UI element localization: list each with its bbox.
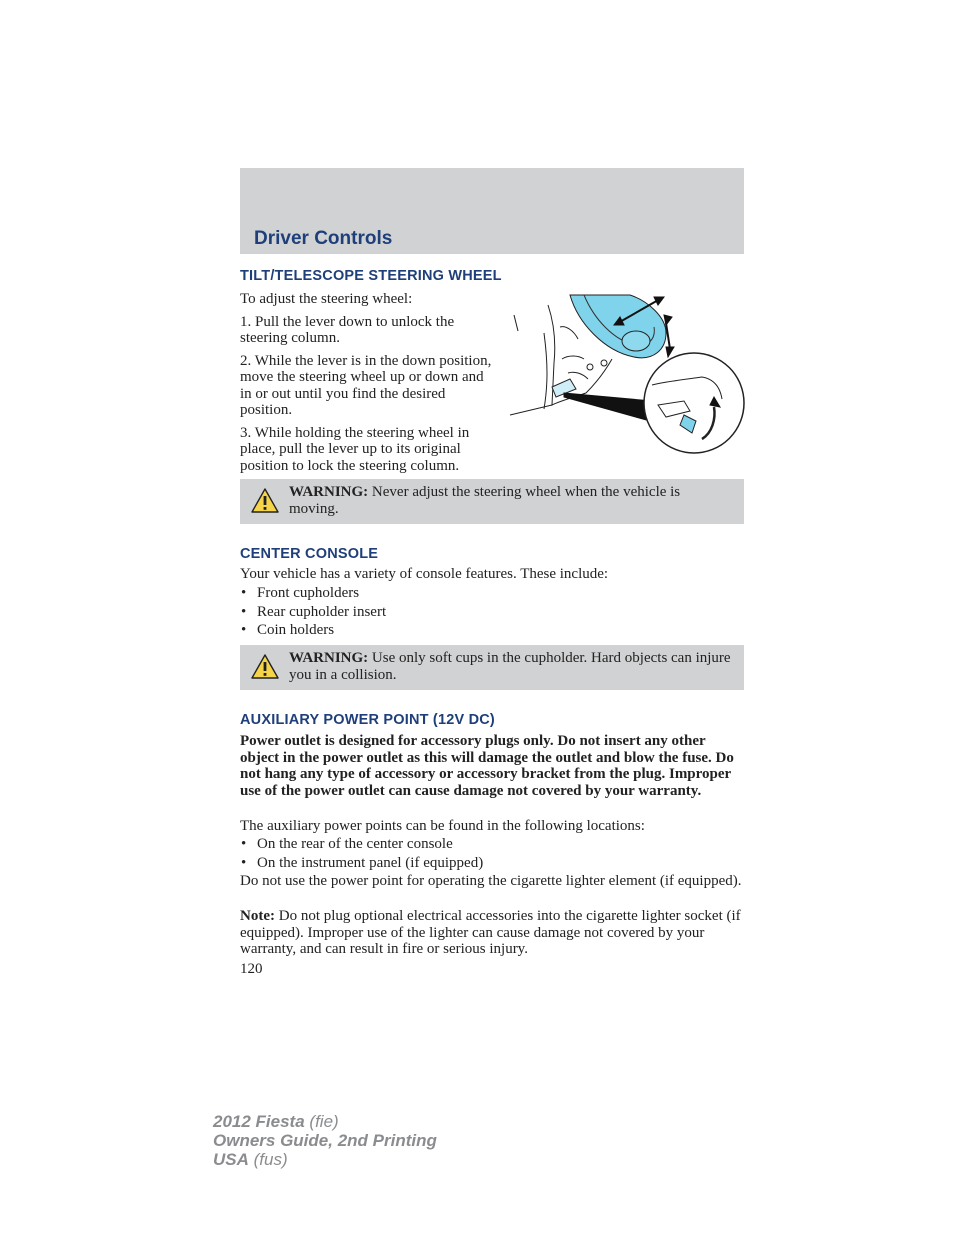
list-item: • Coin holders [241,622,335,638]
power-note [240,908,744,958]
steering-warning-box [240,479,744,524]
footer-line-1: 2012 Fiesta (fie) [213,1112,339,1131]
page-number-block [240,961,263,978]
power-lighter-paragraph: Do not use the power point for operating the cigarette lighter element (if equipped). [240,873,742,889]
list-item: • Front cupholders [241,585,360,601]
list-item: • On the rear of the center console [241,836,453,852]
warning-triangle-icon [250,653,280,680]
steering-step-1: 1. Pull the lever down to unlock the steering column. [240,313,455,346]
header-band [240,168,744,254]
power-locations-intro: The auxiliary power points can be found in the following locations: [240,818,645,834]
page-section-title: Driver Controls [254,228,393,249]
steering-step-3: 3. While holding the steering wheel in place, pull the lever up to its original position to lock the steering column. [240,424,470,474]
warning-body: Never adjust the steering wheel when the vehicle is moving. [289,484,681,517]
power-lighter-block [240,873,744,890]
note-body: Do not plug optional electrical accessories into the cigarette lighter socket (if equipped). Improper use of the lighter can cause damage not covered by your warranty, and can result in fire or serious injury. [240,908,741,957]
warning-label: WARNING: [289,484,369,500]
steering-intro: To adjust the steering wheel: [240,291,413,307]
console-section-title: CENTER CONSOLE [240,546,379,562]
console-warning-text [289,650,732,683]
console-intro-block [240,566,744,583]
console-intro: Your vehicle has a variety of console features. These include: [240,566,609,582]
list-item: • On the instrument panel (if equipped) [241,854,484,871]
steering-step-2: 2. While the lever is in the down position, move the steering wheel up or down and in or out until you find the desired position. [240,352,492,418]
page-number: 120 [240,961,263,977]
warning-label: WARNING: [289,650,369,666]
steering-section-title: TILT/TELESCOPE STEERING WHEEL [240,268,502,284]
list-item: • Rear cupholder insert [241,603,387,620]
document-footer [213,1112,437,1169]
power-section-title: AUXILIARY POWER POINT (12V DC) [240,712,495,728]
steering-instructions [240,291,498,474]
footer-line-3: USA (fus) [213,1150,288,1169]
note-label: Note: [240,908,275,924]
warning-triangle-icon [250,487,280,514]
console-warning-box [240,645,744,690]
footer-line-2: Owners Guide, 2nd Printing [213,1131,437,1150]
console-feature-list [240,584,386,640]
warning-body: Use only soft cups in the cupholder. Hard objects can injure you in a collision. [289,650,731,683]
steering-warning-text [289,484,732,517]
steering-column-illustration [508,293,746,457]
power-warning-paragraph [240,733,736,799]
power-bold-warning: Power outlet is designed for accessory plugs only. Do not insert any other object in the power outlet as this will damage the outlet and blow the fuse. Do not hang any type of accessory or accessory bracket from the plug. Improper use of the power outlet can cause damage not covered by your warranty. [240,733,734,799]
power-locations-list [240,835,483,872]
power-note-block [240,908,744,958]
power-locations-block [240,818,744,835]
